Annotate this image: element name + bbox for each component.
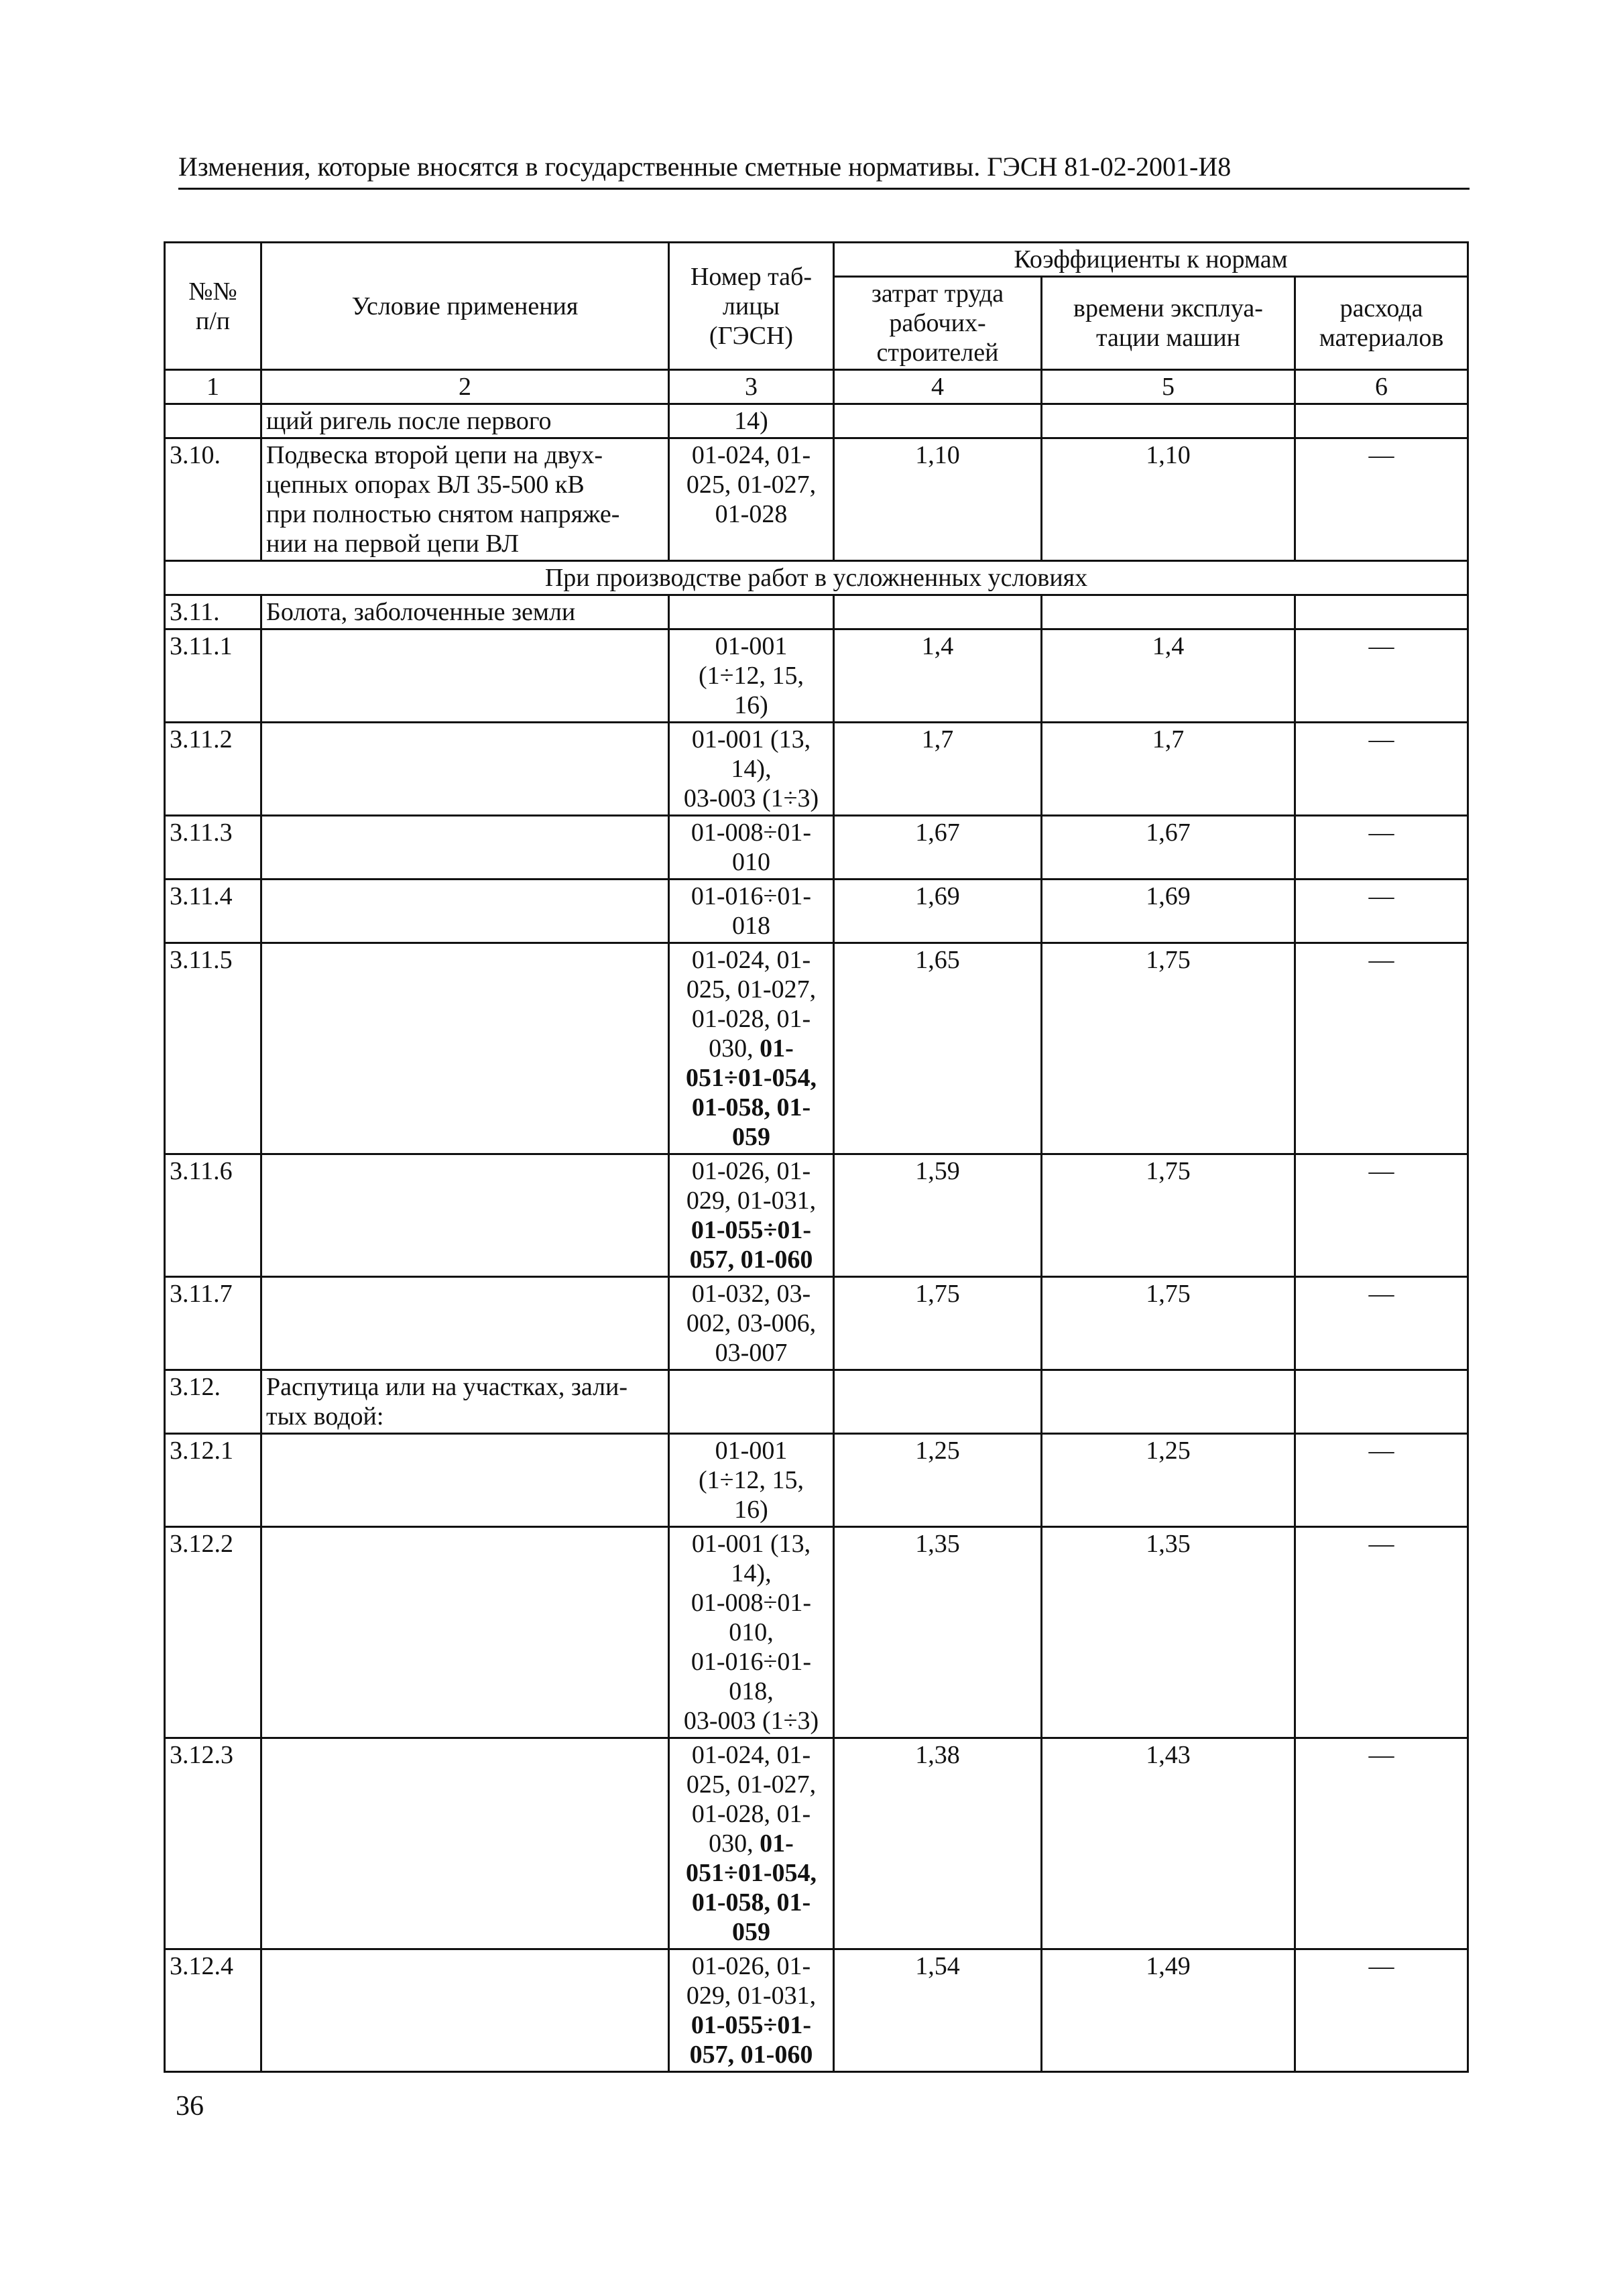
table-ref-cell (669, 1738, 834, 1949)
table-ref-cell (669, 1277, 834, 1370)
col-number: 2 (261, 370, 669, 404)
table-ref-cell (669, 595, 834, 629)
materials-coef-cell: — (1295, 880, 1468, 943)
materials-coef-cell: — (1295, 629, 1468, 723)
col-header-table-no: Номер таб- лицы (ГЭСН) (669, 243, 834, 370)
materials-coef-cell: — (1295, 1434, 1468, 1527)
condition-cell (261, 1154, 669, 1277)
row-number-cell (165, 404, 261, 438)
machines-coef-cell: 1,75 (1042, 943, 1295, 1154)
page-number: 36 (176, 2091, 204, 2122)
labor-coef-cell (834, 404, 1042, 438)
materials-coef-cell (1295, 404, 1468, 438)
materials-coef-cell (1295, 1370, 1468, 1434)
col-header-machines: времени эксплуа- тации машин (1042, 277, 1295, 370)
table-ref-text: 01-026, 01- 029, 01-031, (686, 1157, 817, 1215)
machines-coef-cell (1042, 595, 1295, 629)
table-body-bottom (165, 595, 1468, 2072)
section-title: При производстве работ в усложненных условиях (165, 561, 1468, 595)
column-numbers-row (165, 370, 1468, 404)
col-number: 6 (1295, 370, 1468, 404)
table-ref-cell (669, 1154, 834, 1277)
table-ref-text: 01-026, 01- 029, 01-031, (686, 1952, 817, 2010)
table-body-top (165, 404, 1468, 561)
col-header-coef-group: Коэффициенты к нормам (834, 243, 1468, 277)
table-row (165, 1527, 1468, 1738)
table-ref-text: 01-001 (13, 14), 01-008÷01- 010, 01-016÷01- 018, 03-003 (1÷3) (683, 1530, 819, 1735)
materials-coef-cell: — (1295, 1154, 1468, 1277)
condition-cell (261, 1434, 669, 1527)
table-row (165, 1277, 1468, 1370)
table-ref-text: 01-001 (1÷12, 15, 16) (698, 1437, 804, 1524)
row-number-cell: 3.11.2 (165, 723, 261, 816)
condition-cell (261, 629, 669, 723)
row-number-cell: 3.11.6 (165, 1154, 261, 1277)
table-ref-cell (669, 816, 834, 880)
col-number: 4 (834, 370, 1042, 404)
table-row (165, 880, 1468, 943)
table-ref-text: 01-008÷01- 010 (691, 819, 812, 876)
materials-coef-cell: — (1295, 723, 1468, 816)
row-number-cell: 3.10. (165, 438, 261, 561)
col-number: 3 (669, 370, 834, 404)
condition-cell (261, 1738, 669, 1949)
materials-coef-cell: — (1295, 943, 1468, 1154)
row-number-cell: 3.12.1 (165, 1434, 261, 1527)
machines-coef-cell: 1,25 (1042, 1434, 1295, 1527)
table-row (165, 629, 1468, 723)
table-row (165, 1434, 1468, 1527)
table-ref-bold-text: 01- 051÷01-054, 01-058, 01- 059 (685, 1829, 817, 1946)
section-row-group (165, 561, 1468, 595)
row-number-cell: 3.11.3 (165, 816, 261, 880)
table-ref-cell (669, 438, 834, 561)
table-row (165, 404, 1468, 438)
table-ref-cell (669, 723, 834, 816)
table-ref-bold-text: 01- 051÷01-054, 01-058, 01- 059 (685, 1034, 817, 1151)
condition-cell: Подвеска второй цепи на двух- цепных опорах ВЛ 35-500 кВ при полностью снятом напряже- нии на первой цепи ВЛ (261, 438, 669, 561)
table-ref-text: 01-001 (1÷12, 15, 16) (698, 632, 804, 719)
row-number-cell: 3.11.4 (165, 880, 261, 943)
machines-coef-cell: 1,69 (1042, 880, 1295, 943)
table-ref-cell (669, 404, 834, 438)
machines-coef-cell: 1,4 (1042, 629, 1295, 723)
machines-coef-cell (1042, 1370, 1295, 1434)
table-ref-text: 01-032, 03- 002, 03-006, 03-007 (686, 1280, 817, 1367)
table-ref-cell (669, 943, 834, 1154)
machines-coef-cell: 1,10 (1042, 438, 1295, 561)
header-row-1 (165, 243, 1468, 277)
row-number-cell: 3.12. (165, 1370, 261, 1434)
machines-coef-cell: 1,7 (1042, 723, 1295, 816)
condition-cell (261, 816, 669, 880)
table-ref-bold-text: 01-055÷01- 057, 01-060 (689, 1216, 813, 1274)
table-ref-text: 01-024, 01- 025, 01-027, 01-028 (686, 441, 817, 528)
row-number-cell: 3.11.5 (165, 943, 261, 1154)
table-ref-cell (669, 629, 834, 723)
labor-coef-cell (834, 595, 1042, 629)
labor-coef-cell: 1,69 (834, 880, 1042, 943)
table-ref-cell (669, 1949, 834, 2072)
materials-coef-cell: — (1295, 1277, 1468, 1370)
condition-cell (261, 943, 669, 1154)
table-ref-cell (669, 1434, 834, 1527)
condition-cell (261, 1527, 669, 1738)
materials-coef-cell: — (1295, 438, 1468, 561)
table-row (165, 595, 1468, 629)
machines-coef-cell: 1,75 (1042, 1277, 1295, 1370)
machines-coef-cell: 1,43 (1042, 1738, 1295, 1949)
table-ref-text: 01-016÷01- 018 (691, 882, 812, 940)
condition-cell (261, 723, 669, 816)
machines-coef-cell: 1,35 (1042, 1527, 1295, 1738)
table-ref-text: 01-024, 01- 025, 01-027, 01-028, 01- 030, (686, 946, 817, 1063)
col-number: 1 (165, 370, 261, 404)
labor-coef-cell: 1,38 (834, 1738, 1042, 1949)
table-ref-text: 01-001 (13, 14), 03-003 (1÷3) (683, 725, 819, 812)
table-ref-cell (669, 1527, 834, 1738)
row-number-cell: 3.12.4 (165, 1949, 261, 2072)
table-row (165, 816, 1468, 880)
col-header-num: №№ п/п (165, 243, 261, 370)
col-header-materials: расхода материалов (1295, 277, 1468, 370)
materials-coef-cell: — (1295, 1738, 1468, 1949)
table-row (165, 1738, 1468, 1949)
row-number-cell: 3.12.2 (165, 1527, 261, 1738)
labor-coef-cell: 1,25 (834, 1434, 1042, 1527)
table-row (165, 438, 1468, 561)
machines-coef-cell (1042, 404, 1295, 438)
table-ref-cell (669, 1370, 834, 1434)
labor-coef-cell: 1,4 (834, 629, 1042, 723)
col-number: 5 (1042, 370, 1295, 404)
labor-coef-cell: 1,75 (834, 1277, 1042, 1370)
table-row (165, 1370, 1468, 1434)
table-row (165, 723, 1468, 816)
col-header-condition: Условие применения (261, 243, 669, 370)
row-number-cell: 3.11.7 (165, 1277, 261, 1370)
labor-coef-cell: 1,67 (834, 816, 1042, 880)
condition-cell (261, 1949, 669, 2072)
machines-coef-cell: 1,49 (1042, 1949, 1295, 2072)
condition-cell (261, 880, 669, 943)
condition-cell: Распутица или на участках, зали- тых водой: (261, 1370, 669, 1434)
machines-coef-cell: 1,67 (1042, 816, 1295, 880)
table-row (165, 1949, 1468, 2072)
materials-coef-cell (1295, 595, 1468, 629)
condition-cell: Болота, заболоченные земли (261, 595, 669, 629)
labor-coef-cell (834, 1370, 1042, 1434)
running-header: Изменения, которые вносятся в государственные сметные нормативы. ГЭСН 81-02-2001-И8 (178, 150, 1470, 190)
labor-coef-cell: 1,7 (834, 723, 1042, 816)
row-number-cell: 3.11. (165, 595, 261, 629)
materials-coef-cell: — (1295, 816, 1468, 880)
machines-coef-cell: 1,75 (1042, 1154, 1295, 1277)
col-header-labor: затрат труда рабочих- строителей (834, 277, 1042, 370)
section-row (165, 561, 1468, 595)
labor-coef-cell: 1,35 (834, 1527, 1042, 1738)
coefficients-table (164, 241, 1469, 2073)
materials-coef-cell: — (1295, 1527, 1468, 1738)
table-ref-bold-text: 01-055÷01- 057, 01-060 (689, 2011, 813, 2069)
table-ref-text: 14) (734, 407, 768, 435)
table-ref-text: 01-024, 01- 025, 01-027, 01-028, 01- 030, (686, 1741, 817, 1858)
table-ref-cell (669, 880, 834, 943)
condition-cell (261, 1277, 669, 1370)
labor-coef-cell: 1,10 (834, 438, 1042, 561)
condition-cell: щий ригель после первого (261, 404, 669, 438)
labor-coef-cell: 1,59 (834, 1154, 1042, 1277)
table-row (165, 1154, 1468, 1277)
labor-coef-cell: 1,54 (834, 1949, 1042, 2072)
materials-coef-cell: — (1295, 1949, 1468, 2072)
table-row (165, 943, 1468, 1154)
row-number-cell: 3.11.1 (165, 629, 261, 723)
row-number-cell: 3.12.3 (165, 1738, 261, 1949)
labor-coef-cell: 1,65 (834, 943, 1042, 1154)
